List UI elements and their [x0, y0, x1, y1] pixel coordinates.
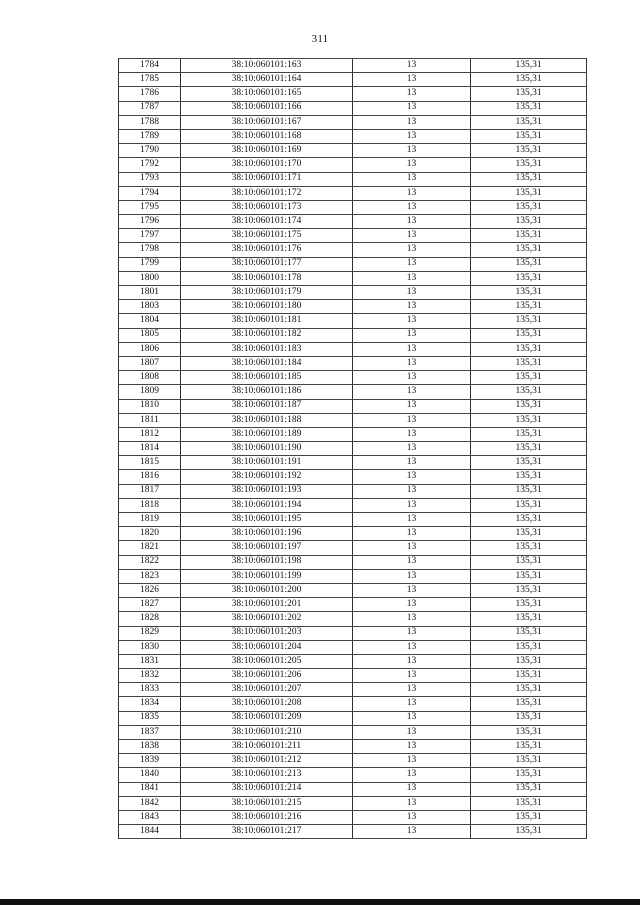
value-cell: 135,31 — [471, 427, 587, 441]
value-cell: 135,31 — [471, 626, 587, 640]
cadastral-number-cell: 38:10:060101:212 — [181, 754, 353, 768]
table-row — [119, 186, 587, 200]
table-row — [119, 669, 587, 683]
quantity-cell: 13 — [353, 669, 471, 683]
quantity-cell: 13 — [353, 513, 471, 527]
cadastral-number-cell: 38:10:060101:206 — [181, 669, 353, 683]
value-cell: 135,31 — [471, 498, 587, 512]
value-cell: 135,31 — [471, 612, 587, 626]
value-cell: 135,31 — [471, 456, 587, 470]
quantity-cell: 13 — [353, 427, 471, 441]
row-number-cell: 1787 — [119, 101, 181, 115]
table-row — [119, 569, 587, 583]
quantity-cell: 13 — [353, 598, 471, 612]
quantity-cell: 13 — [353, 796, 471, 810]
value-cell: 135,31 — [471, 342, 587, 356]
value-cell: 135,31 — [471, 740, 587, 754]
value-cell: 135,31 — [471, 356, 587, 370]
quantity-cell: 13 — [353, 754, 471, 768]
table-row — [119, 796, 587, 810]
value-cell: 135,31 — [471, 286, 587, 300]
cadastral-number-cell: 38:10:060101:215 — [181, 796, 353, 810]
quantity-cell: 13 — [353, 271, 471, 285]
table-row — [119, 300, 587, 314]
table-row — [119, 683, 587, 697]
quantity-cell: 13 — [353, 711, 471, 725]
cadastral-number-cell: 38:10:060101:198 — [181, 555, 353, 569]
quantity-cell: 13 — [353, 158, 471, 172]
row-number-cell: 1808 — [119, 371, 181, 385]
cadastral-number-cell: 38:10:060101:193 — [181, 484, 353, 498]
value-cell: 135,31 — [471, 484, 587, 498]
cadastral-number-cell: 38:10:060101:197 — [181, 541, 353, 555]
table-row — [119, 243, 587, 257]
cadastral-number-cell: 38:10:060101:172 — [181, 186, 353, 200]
cadastral-number-cell: 38:10:060101:168 — [181, 129, 353, 143]
value-cell: 135,31 — [471, 186, 587, 200]
row-number-cell: 1829 — [119, 626, 181, 640]
row-number-cell: 1841 — [119, 782, 181, 796]
row-number-cell: 1810 — [119, 399, 181, 413]
quantity-cell: 13 — [353, 442, 471, 456]
row-number-cell: 1830 — [119, 640, 181, 654]
cadastral-number-cell: 38:10:060101:201 — [181, 598, 353, 612]
cadastral-number-cell: 38:10:060101:208 — [181, 697, 353, 711]
table-row — [119, 498, 587, 512]
table-row — [119, 356, 587, 370]
value-cell: 135,31 — [471, 413, 587, 427]
cadastral-number-cell: 38:10:060101:171 — [181, 172, 353, 186]
value-cell: 135,31 — [471, 754, 587, 768]
quantity-cell: 13 — [353, 740, 471, 754]
table-row — [119, 229, 587, 243]
value-cell: 135,31 — [471, 825, 587, 839]
row-number-cell: 1817 — [119, 484, 181, 498]
quantity-cell: 13 — [353, 87, 471, 101]
cadastral-number-cell: 38:10:060101:176 — [181, 243, 353, 257]
table-row — [119, 328, 587, 342]
value-cell: 135,31 — [471, 654, 587, 668]
quantity-cell: 13 — [353, 527, 471, 541]
value-cell: 135,31 — [471, 371, 587, 385]
value-cell: 135,31 — [471, 243, 587, 257]
row-number-cell: 1814 — [119, 442, 181, 456]
cadastral-number-cell: 38:10:060101:202 — [181, 612, 353, 626]
value-cell: 135,31 — [471, 158, 587, 172]
table-row — [119, 740, 587, 754]
cadastral-number-cell: 38:10:060101:191 — [181, 456, 353, 470]
value-cell: 135,31 — [471, 513, 587, 527]
row-number-cell: 1834 — [119, 697, 181, 711]
value-cell: 135,31 — [471, 271, 587, 285]
row-number-cell: 1831 — [119, 654, 181, 668]
cadastral-number-cell: 38:10:060101:174 — [181, 215, 353, 229]
table-row — [119, 129, 587, 143]
table-row — [119, 782, 587, 796]
table-row — [119, 654, 587, 668]
table-row — [119, 271, 587, 285]
row-number-cell: 1806 — [119, 342, 181, 356]
table-row — [119, 768, 587, 782]
cadastral-number-cell: 38:10:060101:186 — [181, 385, 353, 399]
quantity-cell: 13 — [353, 257, 471, 271]
value-cell: 135,31 — [471, 725, 587, 739]
row-number-cell: 1794 — [119, 186, 181, 200]
value-cell: 135,31 — [471, 640, 587, 654]
row-number-cell: 1799 — [119, 257, 181, 271]
row-number-cell: 1842 — [119, 796, 181, 810]
quantity-cell: 13 — [353, 555, 471, 569]
value-cell: 135,31 — [471, 59, 587, 73]
row-number-cell: 1804 — [119, 314, 181, 328]
quantity-cell: 13 — [353, 59, 471, 73]
cadastral-number-cell: 38:10:060101:196 — [181, 527, 353, 541]
table-row — [119, 115, 587, 129]
cadastral-number-cell: 38:10:060101:190 — [181, 442, 353, 456]
table-row — [119, 286, 587, 300]
cadastral-number-cell: 38:10:060101:209 — [181, 711, 353, 725]
quantity-cell: 13 — [353, 115, 471, 129]
value-cell: 135,31 — [471, 87, 587, 101]
table-row — [119, 172, 587, 186]
quantity-cell: 13 — [353, 328, 471, 342]
table-row — [119, 697, 587, 711]
value-cell: 135,31 — [471, 782, 587, 796]
quantity-cell: 13 — [353, 129, 471, 143]
quantity-cell: 13 — [353, 243, 471, 257]
table-row — [119, 725, 587, 739]
row-number-cell: 1805 — [119, 328, 181, 342]
page-number: 311 — [311, 33, 329, 45]
cadastral-number-cell: 38:10:060101:163 — [181, 59, 353, 73]
row-number-cell: 1793 — [119, 172, 181, 186]
cadastral-number-cell: 38:10:060101:194 — [181, 498, 353, 512]
quantity-cell: 13 — [353, 654, 471, 668]
quantity-cell: 13 — [353, 697, 471, 711]
cadastral-number-cell: 38:10:060101:213 — [181, 768, 353, 782]
value-cell: 135,31 — [471, 669, 587, 683]
table-row — [119, 144, 587, 158]
quantity-cell: 13 — [353, 683, 471, 697]
row-number-cell: 1844 — [119, 825, 181, 839]
row-number-cell: 1797 — [119, 229, 181, 243]
table-row — [119, 640, 587, 654]
value-cell: 135,31 — [471, 115, 587, 129]
quantity-cell: 13 — [353, 371, 471, 385]
table-row — [119, 200, 587, 214]
table-row — [119, 427, 587, 441]
quantity-cell: 13 — [353, 229, 471, 243]
quantity-cell: 13 — [353, 200, 471, 214]
quantity-cell: 13 — [353, 768, 471, 782]
value-cell: 135,31 — [471, 541, 587, 555]
row-number-cell: 1790 — [119, 144, 181, 158]
cadastral-number-cell: 38:10:060101:181 — [181, 314, 353, 328]
row-number-cell: 1828 — [119, 612, 181, 626]
row-number-cell: 1812 — [119, 427, 181, 441]
value-cell: 135,31 — [471, 442, 587, 456]
value-cell: 135,31 — [471, 711, 587, 725]
cadastral-number-cell: 38:10:060101:195 — [181, 513, 353, 527]
cadastral-number-cell: 38:10:060101:169 — [181, 144, 353, 158]
value-cell: 135,31 — [471, 229, 587, 243]
quantity-cell: 13 — [353, 612, 471, 626]
value-cell: 135,31 — [471, 172, 587, 186]
quantity-cell: 13 — [353, 342, 471, 356]
table-row — [119, 513, 587, 527]
row-number-cell: 1837 — [119, 725, 181, 739]
table-row — [119, 442, 587, 456]
quantity-cell: 13 — [353, 172, 471, 186]
table-row — [119, 484, 587, 498]
table-row — [119, 825, 587, 839]
cadastral-number-cell: 38:10:060101:205 — [181, 654, 353, 668]
quantity-cell: 13 — [353, 385, 471, 399]
quantity-cell: 13 — [353, 626, 471, 640]
cadastral-number-cell: 38:10:060101:192 — [181, 470, 353, 484]
row-number-cell: 1818 — [119, 498, 181, 512]
value-cell: 135,31 — [471, 796, 587, 810]
row-number-cell: 1840 — [119, 768, 181, 782]
row-number-cell: 1795 — [119, 200, 181, 214]
table-row — [119, 612, 587, 626]
cadastral-number-cell: 38:10:060101:179 — [181, 286, 353, 300]
quantity-cell: 13 — [353, 782, 471, 796]
row-number-cell: 1815 — [119, 456, 181, 470]
value-cell: 135,31 — [471, 810, 587, 824]
value-cell: 135,31 — [471, 683, 587, 697]
row-number-cell: 1821 — [119, 541, 181, 555]
cadastral-number-cell: 38:10:060101:217 — [181, 825, 353, 839]
value-cell: 135,31 — [471, 555, 587, 569]
quantity-cell: 13 — [353, 144, 471, 158]
quantity-cell: 13 — [353, 73, 471, 87]
cadastral-number-cell: 38:10:060101:183 — [181, 342, 353, 356]
table-row — [119, 598, 587, 612]
cadastral-number-cell: 38:10:060101:164 — [181, 73, 353, 87]
table-row — [119, 215, 587, 229]
table-row — [119, 583, 587, 597]
row-number-cell: 1839 — [119, 754, 181, 768]
parcel-table-body — [119, 59, 587, 839]
row-number-cell: 1826 — [119, 583, 181, 597]
parcel-table-container — [118, 58, 586, 839]
value-cell: 135,31 — [471, 314, 587, 328]
row-number-cell: 1822 — [119, 555, 181, 569]
quantity-cell: 13 — [353, 583, 471, 597]
cadastral-number-cell: 38:10:060101:204 — [181, 640, 353, 654]
cadastral-number-cell: 38:10:060101:175 — [181, 229, 353, 243]
value-cell: 135,31 — [471, 144, 587, 158]
table-row — [119, 541, 587, 555]
row-number-cell: 1843 — [119, 810, 181, 824]
table-row — [119, 314, 587, 328]
table-row — [119, 385, 587, 399]
table-row — [119, 754, 587, 768]
table-row — [119, 59, 587, 73]
cadastral-number-cell: 38:10:060101:182 — [181, 328, 353, 342]
value-cell: 135,31 — [471, 697, 587, 711]
quantity-cell: 13 — [353, 286, 471, 300]
quantity-cell: 13 — [353, 810, 471, 824]
row-number-cell: 1786 — [119, 87, 181, 101]
row-number-cell: 1800 — [119, 271, 181, 285]
cadastral-number-cell: 38:10:060101:165 — [181, 87, 353, 101]
value-cell: 135,31 — [471, 215, 587, 229]
cadastral-number-cell: 38:10:060101:188 — [181, 413, 353, 427]
value-cell: 135,31 — [471, 101, 587, 115]
quantity-cell: 13 — [353, 314, 471, 328]
row-number-cell: 1823 — [119, 569, 181, 583]
row-number-cell: 1792 — [119, 158, 181, 172]
value-cell: 135,31 — [471, 399, 587, 413]
cadastral-number-cell: 38:10:060101:187 — [181, 399, 353, 413]
row-number-cell: 1827 — [119, 598, 181, 612]
quantity-cell: 13 — [353, 825, 471, 839]
row-number-cell: 1833 — [119, 683, 181, 697]
scan-bottom-edge — [0, 899, 640, 905]
row-number-cell: 1838 — [119, 740, 181, 754]
row-number-cell: 1820 — [119, 527, 181, 541]
cadastral-number-cell: 38:10:060101:210 — [181, 725, 353, 739]
row-number-cell: 1801 — [119, 286, 181, 300]
quantity-cell: 13 — [353, 300, 471, 314]
quantity-cell: 13 — [353, 413, 471, 427]
value-cell: 135,31 — [471, 470, 587, 484]
quantity-cell: 13 — [353, 101, 471, 115]
value-cell: 135,31 — [471, 768, 587, 782]
cadastral-number-cell: 38:10:060101:180 — [181, 300, 353, 314]
row-number-cell: 1809 — [119, 385, 181, 399]
table-row — [119, 456, 587, 470]
row-number-cell: 1789 — [119, 129, 181, 143]
value-cell: 135,31 — [471, 257, 587, 271]
row-number-cell: 1798 — [119, 243, 181, 257]
row-number-cell: 1784 — [119, 59, 181, 73]
cadastral-number-cell: 38:10:060101:211 — [181, 740, 353, 754]
row-number-cell: 1811 — [119, 413, 181, 427]
cadastral-number-cell: 38:10:060101:214 — [181, 782, 353, 796]
row-number-cell: 1816 — [119, 470, 181, 484]
row-number-cell: 1803 — [119, 300, 181, 314]
row-number-cell: 1785 — [119, 73, 181, 87]
cadastral-number-cell: 38:10:060101:185 — [181, 371, 353, 385]
row-number-cell: 1832 — [119, 669, 181, 683]
row-number-cell: 1788 — [119, 115, 181, 129]
row-number-cell: 1796 — [119, 215, 181, 229]
cadastral-number-cell: 38:10:060101:203 — [181, 626, 353, 640]
quantity-cell: 13 — [353, 640, 471, 654]
parcel-table — [118, 58, 587, 839]
quantity-cell: 13 — [353, 356, 471, 370]
row-number-cell: 1819 — [119, 513, 181, 527]
table-row — [119, 626, 587, 640]
cadastral-number-cell: 38:10:060101:200 — [181, 583, 353, 597]
cadastral-number-cell: 38:10:060101:178 — [181, 271, 353, 285]
cadastral-number-cell: 38:10:060101:167 — [181, 115, 353, 129]
table-row — [119, 371, 587, 385]
cadastral-number-cell: 38:10:060101:173 — [181, 200, 353, 214]
table-row — [119, 555, 587, 569]
value-cell: 135,31 — [471, 200, 587, 214]
value-cell: 135,31 — [471, 328, 587, 342]
quantity-cell: 13 — [353, 399, 471, 413]
value-cell: 135,31 — [471, 300, 587, 314]
cadastral-number-cell: 38:10:060101:166 — [181, 101, 353, 115]
cadastral-number-cell: 38:10:060101:184 — [181, 356, 353, 370]
table-row — [119, 470, 587, 484]
cadastral-number-cell: 38:10:060101:207 — [181, 683, 353, 697]
quantity-cell: 13 — [353, 725, 471, 739]
row-number-cell: 1807 — [119, 356, 181, 370]
cadastral-number-cell: 38:10:060101:177 — [181, 257, 353, 271]
row-number-cell: 1835 — [119, 711, 181, 725]
value-cell: 135,31 — [471, 527, 587, 541]
table-row — [119, 810, 587, 824]
value-cell: 135,31 — [471, 569, 587, 583]
cadastral-number-cell: 38:10:060101:170 — [181, 158, 353, 172]
table-row — [119, 711, 587, 725]
quantity-cell: 13 — [353, 569, 471, 583]
table-row — [119, 73, 587, 87]
quantity-cell: 13 — [353, 498, 471, 512]
table-row — [119, 87, 587, 101]
table-row — [119, 413, 587, 427]
value-cell: 135,31 — [471, 385, 587, 399]
quantity-cell: 13 — [353, 541, 471, 555]
table-row — [119, 101, 587, 115]
cadastral-number-cell: 38:10:060101:189 — [181, 427, 353, 441]
cadastral-number-cell: 38:10:060101:216 — [181, 810, 353, 824]
value-cell: 135,31 — [471, 73, 587, 87]
value-cell: 135,31 — [471, 129, 587, 143]
value-cell: 135,31 — [471, 583, 587, 597]
table-row — [119, 342, 587, 356]
table-row — [119, 257, 587, 271]
quantity-cell: 13 — [353, 186, 471, 200]
quantity-cell: 13 — [353, 456, 471, 470]
table-row — [119, 527, 587, 541]
quantity-cell: 13 — [353, 484, 471, 498]
cadastral-number-cell: 38:10:060101:199 — [181, 569, 353, 583]
quantity-cell: 13 — [353, 215, 471, 229]
quantity-cell: 13 — [353, 470, 471, 484]
value-cell: 135,31 — [471, 598, 587, 612]
table-row — [119, 158, 587, 172]
table-row — [119, 399, 587, 413]
